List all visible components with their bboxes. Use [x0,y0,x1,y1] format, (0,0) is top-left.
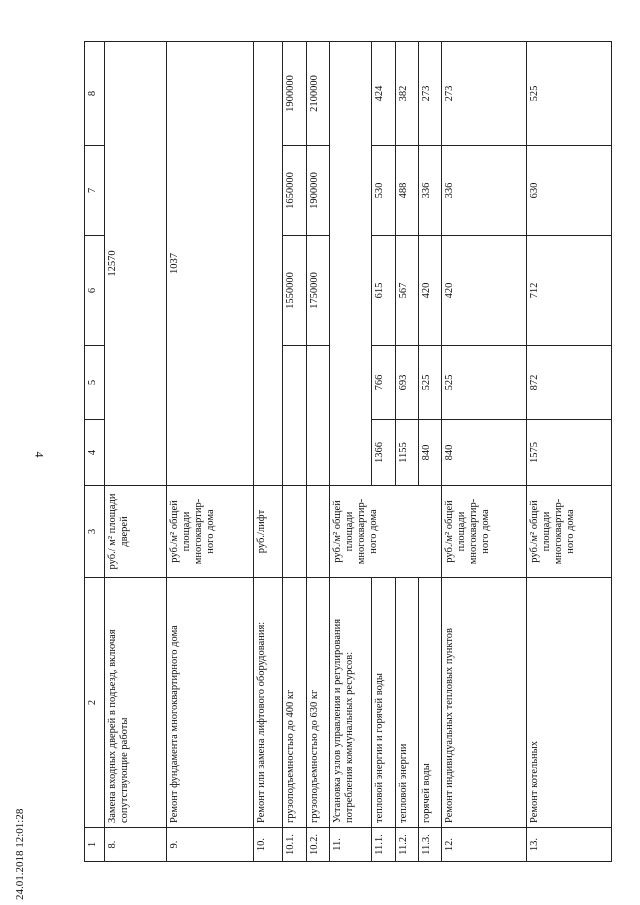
table-row [527,42,612,862]
page-number: 4 [32,451,47,458]
tariff-table [84,41,612,862]
row-number: 10.2. [306,828,329,862]
row-number: 12. [442,828,527,862]
row-number: 11. [329,828,371,862]
row-unit: руб./м² общей площади многоквартир-ного дома [329,486,441,578]
table-row [442,42,527,862]
row-value: 12570 [105,42,167,486]
row-value: 693 [395,346,418,420]
row-value: 1900000 [283,42,306,146]
table-row [166,42,253,862]
col-header: 8 [85,42,105,146]
row-value: 273 [418,42,441,146]
table-row [418,42,441,862]
row-empty [283,346,306,486]
row-unit: руб./ м² площади дверей [105,486,167,578]
row-value: 567 [395,236,418,346]
row-title: грузоподъемностью до 630 кг [306,578,329,828]
row-empty [306,346,329,486]
row-title: Установка узлов управления и регулирования потребления коммунальных ресурсов: [329,578,371,828]
row-empty [253,42,283,486]
row-value: 424 [372,42,395,146]
row-title: Ремонт котельных [527,578,612,828]
row-value: 420 [442,236,527,346]
row-value: 615 [372,236,395,346]
col-header: 2 [85,578,105,828]
row-title: Ремонт фундамента многоквартирного дома [166,578,253,828]
row-number: 13. [527,828,612,862]
row-number: 11.1. [372,828,395,862]
row-empty [306,486,329,578]
row-value: 630 [527,146,612,236]
row-number: 8. [105,828,167,862]
col-header: 1 [85,828,105,862]
row-value: 1575 [527,420,612,486]
row-value: 1900000 [306,146,329,236]
row-value: 2100000 [306,42,329,146]
row-value: 1037 [166,42,253,486]
row-title: Ремонт или замена лифтового оборудования: [253,578,283,828]
row-value: 872 [527,346,612,420]
row-unit: руб./лифт [253,486,283,578]
row-title: тепловой энергии [395,578,418,828]
row-title: Замена входных дверей в подъезд, включая сопутствующие работы [105,578,167,828]
print-timestamp: 24.01.2018 12:01:28 [14,808,26,900]
table-row [372,42,395,862]
col-header: 4 [85,420,105,486]
row-value: 488 [395,146,418,236]
row-value: 336 [442,146,527,236]
table-row [329,42,371,862]
row-title: тепловой энергии и горячей воды [372,578,395,828]
header-row [85,42,105,862]
row-value: 766 [372,346,395,420]
row-value: 525 [527,42,612,146]
row-title: горячей воды [418,578,441,828]
row-title: Ремонт индивидуальных тепловых пунктов [442,578,527,828]
row-unit: руб./м² общей площади многоквартир-ного дома [442,486,527,578]
col-header: 3 [85,486,105,578]
row-value: 420 [418,236,441,346]
row-unit: руб./м² общей площади многоквартир-ного дома [527,486,612,578]
rotated-table-wrapper [84,42,612,862]
row-value: 382 [395,42,418,146]
row-number: 10.1. [283,828,306,862]
table-row [253,42,283,862]
table-row [395,42,418,862]
row-value: 525 [418,346,441,420]
row-value: 1155 [395,420,418,486]
col-header: 6 [85,236,105,346]
row-value: 273 [442,42,527,146]
row-value: 840 [442,420,527,486]
row-value: 840 [418,420,441,486]
row-title: грузоподъемностью до 400 кг [283,578,306,828]
table-row [306,42,329,862]
row-value: 1366 [372,420,395,486]
row-value: 1750000 [306,236,329,346]
row-value: 530 [372,146,395,236]
table-row [283,42,306,862]
col-header: 5 [85,346,105,420]
row-value: 336 [418,146,441,236]
row-value: 525 [442,346,527,420]
row-empty [329,42,371,486]
table-row [105,42,167,862]
row-number: 10. [253,828,283,862]
row-empty [283,486,306,578]
row-number: 11.3. [418,828,441,862]
row-number: 9. [166,828,253,862]
row-value: 712 [527,236,612,346]
row-value: 1650000 [283,146,306,236]
col-header: 7 [85,146,105,236]
row-value: 1550000 [283,236,306,346]
row-number: 11.2. [395,828,418,862]
row-unit: руб./м² общей площади многоквартир-ного дома [166,486,253,578]
